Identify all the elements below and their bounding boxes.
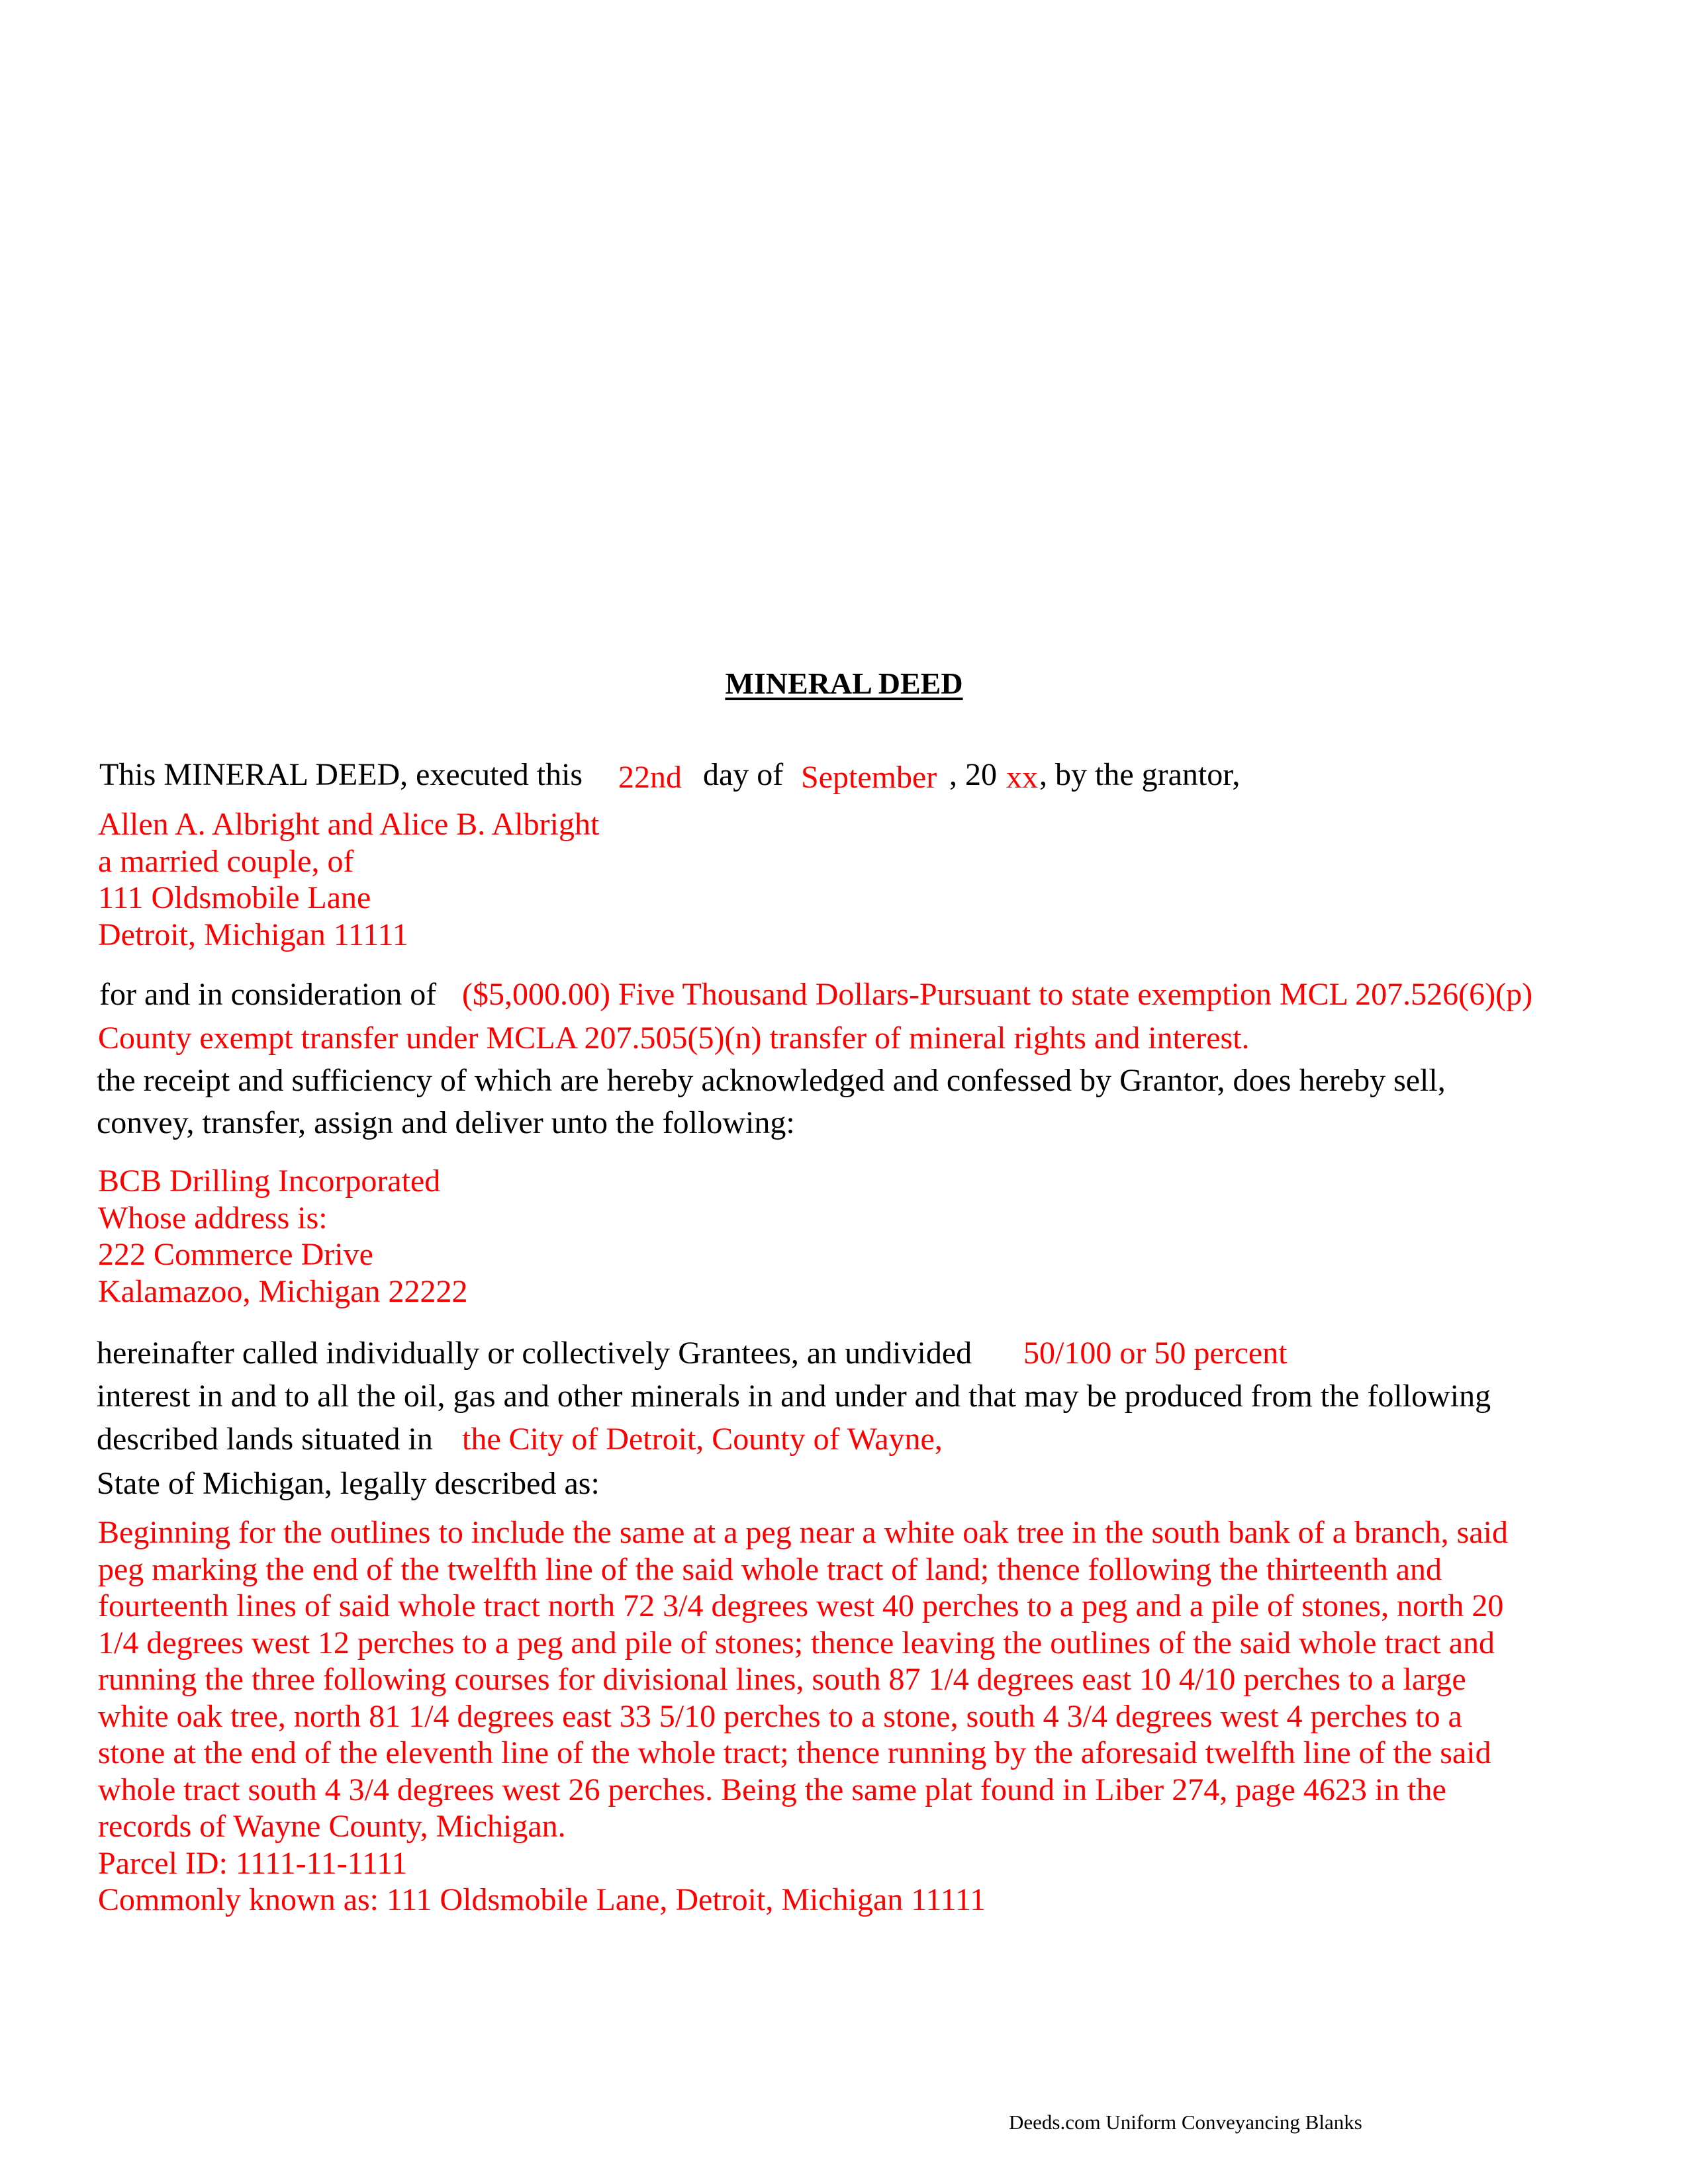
legal-description-line: peg marking the end of the twelfth line of the said whole tract of land; thence following the thirteenth and bbox=[98, 1551, 1442, 1587]
grantor-line: Allen A. Albright and Alice B. Albright bbox=[98, 807, 600, 842]
intro-day-of: day of bbox=[703, 757, 784, 792]
intro-prefix: This MINERAL DEED, executed this bbox=[99, 757, 583, 792]
legal-description-line: 1/4 degrees west 12 perches to a peg and pile of stones; thence leaving the outlines of the said whole tract and bbox=[98, 1625, 1495, 1661]
receipt-line: the receipt and sufficiency of which are hereby acknowledged and confessed by Grantor, does hereby sell, bbox=[97, 1063, 1446, 1098]
grantee-line: 222 Commerce Drive bbox=[98, 1237, 373, 1272]
consideration-exemption: County exempt transfer under MCLA 207.505(5)(n) transfer of mineral rights and interest. bbox=[98, 1021, 1250, 1056]
receipt-line: convey, transfer, assign and deliver unto the following: bbox=[97, 1105, 795, 1140]
legal-description bbox=[98, 1514, 1508, 1919]
property-location: the City of Detroit, County of Wayne, bbox=[462, 1422, 943, 1457]
execution-day: 22nd bbox=[618, 760, 682, 795]
grantee-line: Whose address is: bbox=[98, 1200, 328, 1236]
legal-description-line: stone at the end of the eleventh line of the whole tract; thence running by the aforesaid twelfth line of the said bbox=[98, 1735, 1491, 1770]
interest-share: 50/100 or 50 percent bbox=[1023, 1336, 1288, 1371]
interest-line3-prefix: described lands situated in bbox=[97, 1422, 433, 1457]
grantor-line: Detroit, Michigan 11111 bbox=[98, 917, 408, 952]
grantor-block bbox=[98, 806, 599, 953]
document-title: MINERAL DEED bbox=[725, 666, 963, 700]
interest-line: State of Michigan, legally described as: bbox=[97, 1466, 600, 1501]
legal-description-line: Beginning for the outlines to include the same at a peg near a white oak tree in the south bank of a branch, said bbox=[98, 1515, 1508, 1550]
legal-description-line: records of Wayne County, Michigan. bbox=[98, 1809, 566, 1844]
grantor-line: 111 Oldsmobile Lane bbox=[98, 880, 371, 915]
grantee-line: BCB Drilling Incorporated bbox=[98, 1163, 441, 1199]
consideration-prefix: for and in consideration of bbox=[99, 977, 437, 1012]
interest-line: interest in and to all the oil, gas and other minerals in and under and that may be produced from the following bbox=[97, 1379, 1491, 1414]
legal-description-line: running the three following courses for divisional lines, south 87 1/4 degrees east 10 4/10 perches to a large bbox=[98, 1662, 1466, 1697]
execution-month: September bbox=[801, 760, 937, 795]
common-address: Commonly known as: 111 Oldsmobile Lane, Detroit, Michigan 11111 bbox=[98, 1882, 986, 1917]
consideration-amount: ($5,000.00) Five Thousand Dollars-Pursuant to state exemption MCL 207.526(6)(p) bbox=[462, 977, 1533, 1012]
legal-description-line: whole tract south 4 3/4 degrees west 26 perches. Being the same plat found in Liber 274, page 4623 in the bbox=[98, 1772, 1446, 1807]
grantee-block bbox=[98, 1163, 468, 1310]
grantor-line: a married couple, of bbox=[98, 843, 354, 879]
intro-year-prefix: , 20 bbox=[949, 757, 997, 792]
parcel-id: Parcel ID: 1111-11-1111 bbox=[98, 1845, 408, 1881]
legal-description-line: fourteenth lines of said whole tract north 72 3/4 degrees west 40 perches to a peg and a pile of stones, north 20 bbox=[98, 1588, 1504, 1623]
page-footer: Deeds.com Uniform Conveyancing Blanks bbox=[1009, 2111, 1362, 2134]
interest-prefix: hereinafter called individually or collectively Grantees, an undivided bbox=[97, 1336, 972, 1371]
execution-year-suffix: xx bbox=[1006, 760, 1038, 795]
intro-suffix: , by the grantor, bbox=[1039, 757, 1241, 792]
legal-description-line: white oak tree, north 81 1/4 degrees east 33 5/10 perches to a stone, south 4 3/4 degrees west 4 perches to a bbox=[98, 1698, 1462, 1734]
grantee-line: Kalamazoo, Michigan 22222 bbox=[98, 1273, 468, 1309]
